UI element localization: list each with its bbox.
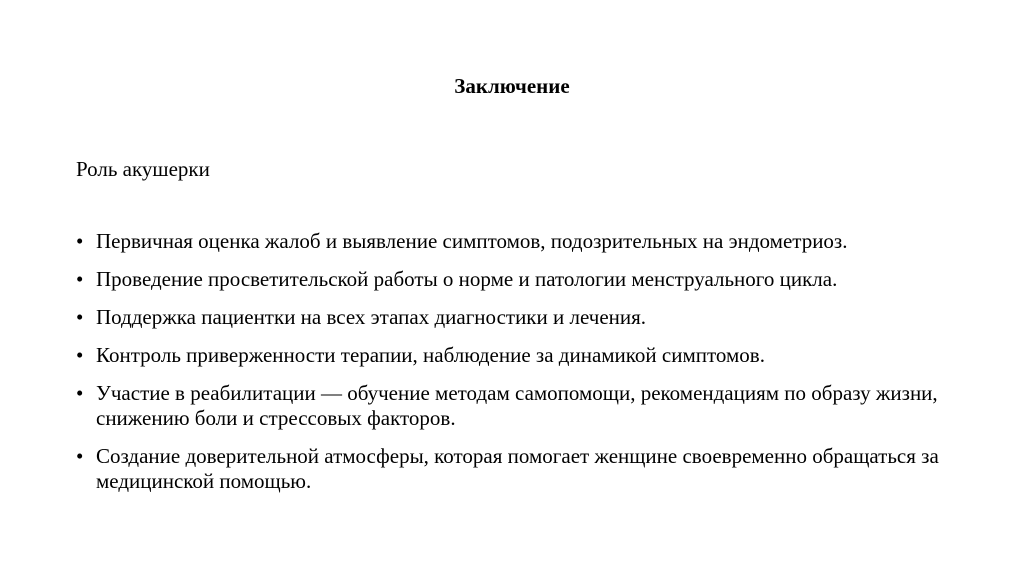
bullet-text: Создание доверительной атмосферы, которая помогает женщине своевременно обращаться за медицинской помощью. [96,444,939,493]
bullet-item [76,343,956,368]
bullet-item [76,381,956,431]
bullet-text: Участие в реабилитации — обучение методам самопомощи, рекомендациям по образу жизни, снижению боли и стрессовых факторов. [96,381,938,430]
bullet-list [76,229,956,507]
slide-subtitle: Роль акушерки [76,157,210,181]
bullet-marker: • [76,381,84,405]
bullet-marker: • [76,267,84,291]
slide-title: Заключение [454,74,570,98]
bullet-text: Контроль приверженности терапии, наблюдение за динамикой симптомов. [96,343,765,367]
bullet-marker: • [76,305,84,329]
bullet-item [76,267,956,292]
bullet-item [76,305,956,330]
bullet-text: Поддержка пациентки на всех этапах диагностики и лечения. [96,305,647,329]
bullet-marker: • [76,343,84,367]
bullet-marker: • [76,229,84,253]
bullet-item [76,444,956,494]
bullet-item [76,229,956,254]
bullet-text: Первичная оценка жалоб и выявление симптомов, подозрительных на эндометриоз. [96,229,848,253]
bullet-marker: • [76,444,84,468]
bullet-text: Проведение просветительской работы о норме и патологии менструального цикла. [96,267,838,291]
